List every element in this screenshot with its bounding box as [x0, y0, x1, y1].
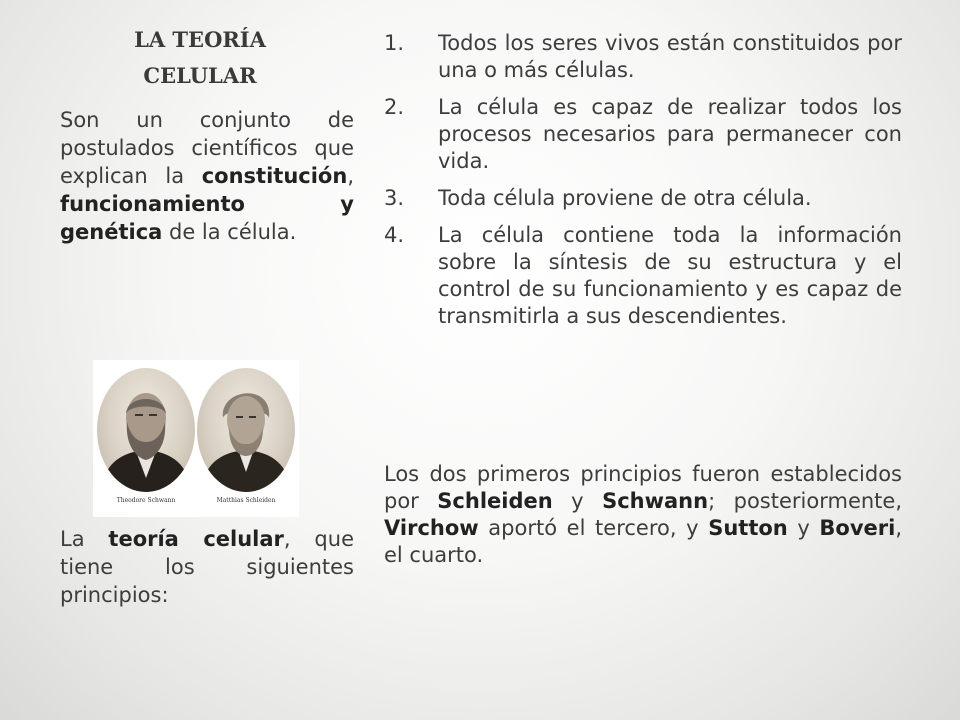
intro-text-1: Son un conjunto de postulados científicos que explican la	[60, 108, 354, 188]
closing-bold-virchow: Virchow	[384, 516, 479, 540]
principles-intro-paragraph	[60, 525, 354, 609]
principle-number: 1.	[384, 31, 405, 55]
scientists-photo	[93, 360, 299, 517]
intro-text-3: de la célula.	[162, 220, 297, 244]
schwann-portrait	[97, 368, 195, 492]
principle-number: 3.	[384, 186, 405, 210]
principle-number: 4.	[384, 223, 405, 247]
closing-text-3: ; posteriormente,	[708, 489, 902, 513]
principle-number: 2.	[384, 95, 405, 119]
principle-item	[384, 222, 902, 330]
principles-list	[384, 30, 902, 340]
principle-item	[384, 94, 902, 175]
principles-intro-text-1: La	[60, 527, 109, 551]
closing-bold-schleiden: Schleiden	[437, 489, 553, 513]
principle-item	[384, 185, 902, 212]
closing-text-6: , el cuarto.	[384, 516, 903, 567]
principle-text: La célula es capaz de realizar todos los procesos necesarios para permanecer con vida.	[438, 95, 902, 173]
closing-text-1: Los dos primeros principios fueron establecidos por	[384, 462, 902, 513]
closing-bold-boveri: Boveri	[819, 516, 896, 540]
title-line-2: CELULAR	[143, 63, 257, 88]
principle-text: Todos los seres vivos están constituidos por una o más células.	[438, 31, 902, 82]
principle-item	[384, 30, 902, 84]
schleiden-portrait	[197, 368, 295, 492]
closing-bold-sutton: Sutton	[708, 516, 788, 540]
principles-intro-bold: teoría celular	[108, 527, 284, 551]
schleiden-caption: Matthias Schleiden	[216, 497, 276, 504]
closing-text-5: y	[787, 516, 820, 540]
title-line-1: LA TEORÍA	[134, 27, 266, 52]
intro-text-2: ,	[347, 164, 354, 188]
schleiden-portrait-drawing	[197, 368, 295, 492]
principle-text: Toda célula proviene de otra célula.	[438, 186, 812, 210]
slide-title	[90, 22, 310, 94]
principle-text: La célula contiene toda la información sobre la síntesis de su estructura y el control de su funcionamiento y es capaz de transmitirla a sus descendientes.	[438, 223, 902, 328]
closing-text-2: y	[552, 489, 603, 513]
principles-intro-text-2: , que tiene los siguientes principios:	[60, 527, 354, 607]
intro-bold-constitucion: constitución	[201, 164, 348, 188]
closing-paragraph	[384, 461, 902, 569]
intro-paragraph	[60, 106, 354, 246]
schwann-caption: Theodore Schwann	[116, 497, 176, 504]
closing-bold-schwann: Schwann	[602, 489, 709, 513]
schwann-portrait-drawing	[97, 368, 195, 492]
intro-bold-funcionamiento: funcionamiento y genética	[60, 192, 354, 244]
closing-text-4: aportó el tercero, y	[478, 516, 709, 540]
